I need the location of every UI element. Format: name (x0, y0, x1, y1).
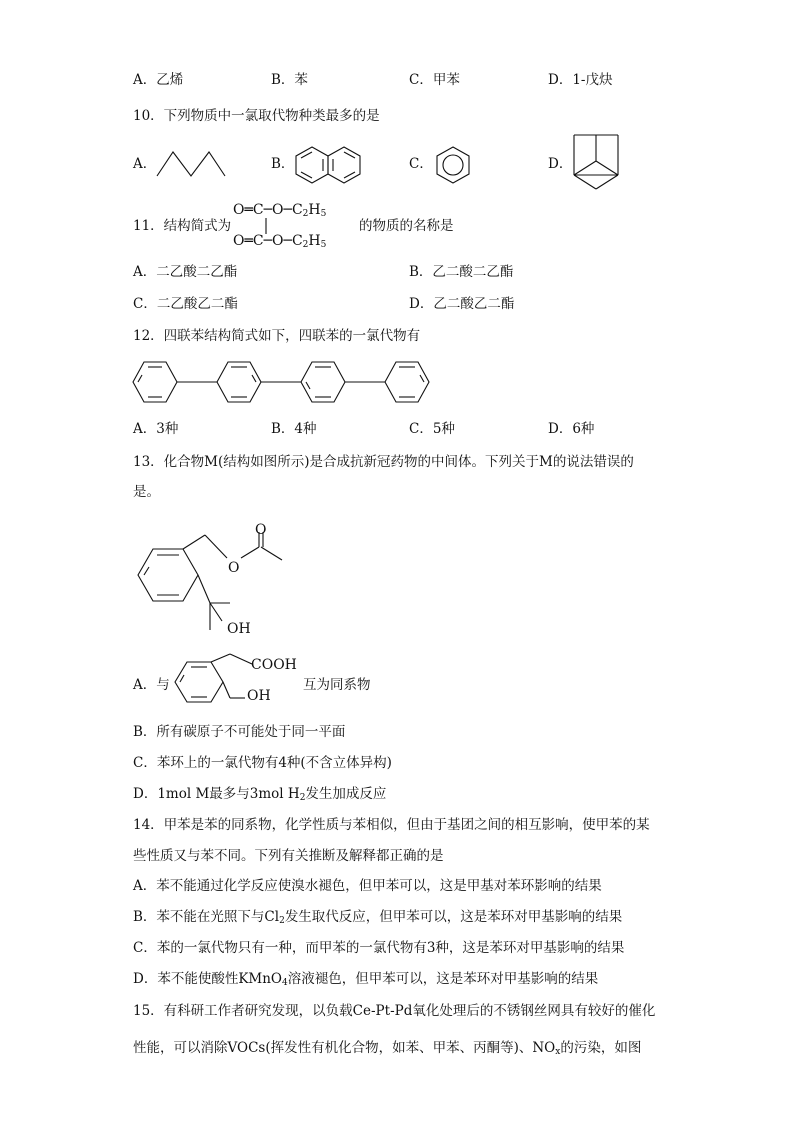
q11-stem-suffix: 的物质的名称是 (359, 218, 454, 234)
q10-label-b: B． (271, 156, 295, 172)
q11-option-d: D．乙二酸乙二酯 (409, 296, 515, 312)
q13-option-c: C．苯环上的一氯代物有4种(不含立体异构) (133, 755, 392, 771)
naphthalene-structure (293, 146, 368, 184)
compound-m-structure (130, 520, 305, 645)
q14-option-d: D．苯不能使酸性KMnO$_4$溶液褪色，但甲苯可以，这是苯环对甲基影响的结果 (133, 971, 599, 988)
compound-m-carbonyl-oxygen: O (255, 522, 267, 538)
q9-option-d: D．1-戊炔 (548, 72, 613, 88)
q12-option-d: D．6种 (548, 421, 595, 437)
q12-option-c: C．5种 (409, 421, 455, 437)
q14-option-c: C．苯的一氯代物只有一种，而甲苯的一氯代物有3种，这是苯环对甲基影响的结果 (133, 940, 625, 956)
q14-option-b: B．苯不能在光照下与$Cl_2$发生取代反应，但甲苯可以，这是苯环对甲基影响的结果 (133, 909, 623, 926)
q14-stem-line1: 14．甲苯是苯的同系物，化学性质与苯相似，但由于基团之间的相互影响，使甲苯的某 (133, 817, 650, 833)
compound-m-hydroxyl: OH (227, 621, 251, 637)
q9-option-a: A．乙烯 (133, 72, 184, 88)
q11-option-b: B．乙二酸二乙酯 (409, 264, 514, 280)
q15-line2: 性能，可以消除VOCs(挥发性有机化合物，如苯、甲苯、丙酮等)、$NO_x$的污染，如图 (133, 1040, 642, 1057)
q12-option-b: B．4种 (271, 421, 317, 437)
benzene-structure (436, 146, 476, 184)
q11-option-c: C．二乙酸乙二酯 (133, 296, 238, 312)
oxalate-formula-top: $O═C─O─C_2H_5$ (233, 202, 327, 219)
q10-stem: 10．下列物质中一氯取代物种类最多的是 (133, 108, 380, 124)
q13-option-a-suffix: 互为同系物 (303, 677, 371, 693)
q13-stem-line1: 13．化合物M(结构如图所示)是合成抗新冠药物的中间体。下列关于M的说法错误的 (133, 454, 634, 470)
q10-label-c: C． (409, 156, 433, 172)
prismane-structure (570, 131, 622, 193)
q15-line1: 15．有科研工作者研究发现，以负载Ce-Pt-Pd氧化处理后的不锈钢丝网具有较好的催化 (133, 1003, 656, 1019)
quaterphenyl-structure (130, 355, 442, 409)
homolog-oh: OH (247, 688, 271, 704)
q13-option-b: B．所有碳原子不可能处于同一平面 (133, 724, 346, 740)
q11-option-a: A．二乙酸二乙酯 (133, 264, 238, 280)
oxalate-formula-bottom: $O═C─O─C_2H_5$ (233, 233, 327, 250)
q14-option-a: A．苯不能通过化学反应使溴水褪色，但甲苯可以，这是甲基对苯环影响的结果 (133, 878, 602, 894)
q13-option-d: D．1mol M最多与3mol $H_2$发生加成反应 (133, 786, 387, 803)
oxalate-cc-bond (264, 218, 268, 234)
homolog-cooh: COOH (251, 657, 297, 673)
zigzag-pentane-structure (155, 148, 230, 183)
q13-option-a-prefix: A．与 (133, 677, 170, 693)
compound-m-ester-oxygen: O (228, 560, 240, 576)
q11-stem-prefix: 11．结构简式为 (133, 218, 232, 234)
q10-label-d: D． (548, 156, 573, 172)
q13-stem-line2: 是。 (133, 484, 160, 500)
q12-stem: 12．四联苯结构简式如下，四联苯的一氯代物有 (133, 328, 421, 344)
q12-option-a: A．3种 (133, 421, 179, 437)
q10-label-a: A． (133, 156, 157, 172)
q9-option-b: B．苯 (271, 72, 308, 88)
q14-stem-line2: 些性质又与苯不同。下列有关推断及解释都正确的是 (133, 848, 444, 864)
q9-option-c: C．甲苯 (409, 72, 460, 88)
